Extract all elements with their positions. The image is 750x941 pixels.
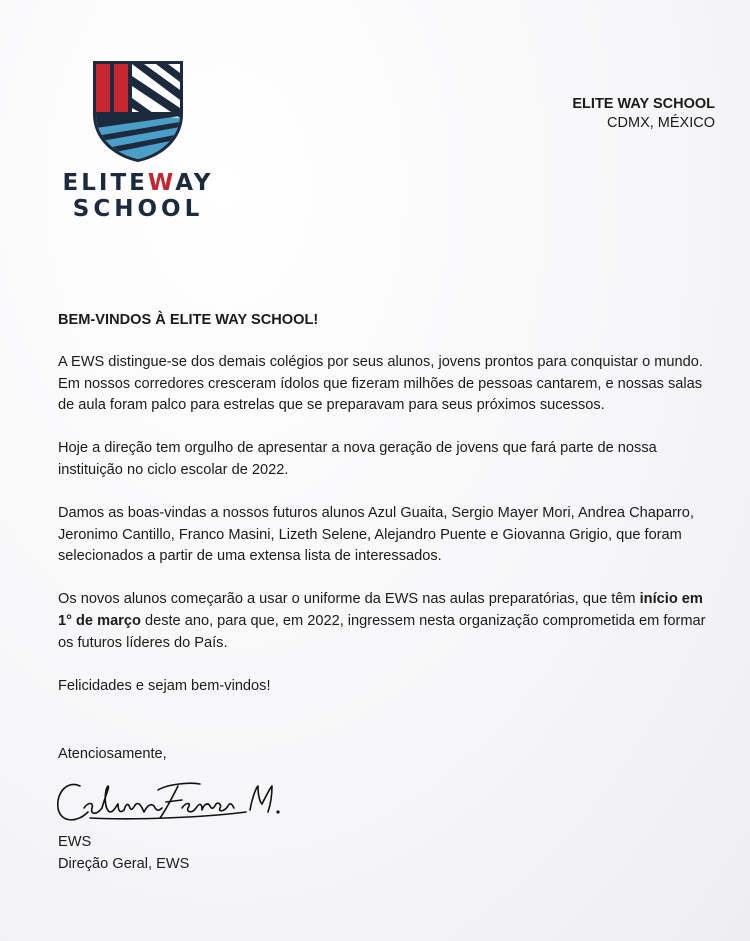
letter-paragraph-3: Damos as boas-vindas a nossos futuros alunos Azul Guaita, Sergio Mayer Mori, Andrea Chaparro, Jeronimo Cantillo, Franco Masini, Lizeth Selene, Alejandro Puente e Giovanna Grigio, que foram selecionados a partir de uma extensa lista de interessados.	[58, 504, 694, 565]
letter-paragraph-5: Felicidades e sejam bem-vindos!	[58, 677, 271, 694]
school-name: ELITE WAY SCHOOL	[572, 96, 715, 112]
letter-body	[58, 310, 718, 718]
signature-block	[58, 832, 189, 876]
logo-wordmark-line1: ELITEWAY	[62, 170, 214, 196]
letter-paragraph-4: Os novos alunos começarão a usar o uniforme da EWS nas aulas preparatórias, que têm início em 1° de março deste ano, para que, em 2022, ingressem nesta organização comprometida em formar os futuros líderes do País.	[58, 591, 706, 651]
handwritten-signature	[50, 772, 290, 832]
start-date-highlight: início em 1° de março	[58, 591, 703, 629]
signer-name: EWS	[58, 834, 92, 850]
school-header	[572, 95, 715, 133]
closing-salutation: Atenciosamente,	[58, 746, 167, 762]
school-logo	[58, 58, 218, 223]
letter-heading: BEM-VINDOS À ELITE WAY SCHOOL!	[58, 312, 319, 328]
logo-wordmark-line2: SCHOOL	[72, 196, 204, 222]
crest-icon	[90, 58, 186, 162]
signer-department: Direção Geral, EWS	[58, 855, 190, 872]
letter-paragraph-2: Hoje a direção tem orgulho de apresentar a nova geração de jovens que fará parte de nossa instituição no ciclo escolar de 2022.	[58, 440, 657, 478]
letter-paragraph-1: A EWS distingue-se dos demais colégios por seus alunos, jovens prontos para conquistar o mundo. Em nossos corredores cresceram ídolos que fizeram milhões de pessoas cantarem, e nossas salas de aula foram palco para estrelas que se preparavam para seus próximos sucessos.	[58, 353, 703, 414]
school-location: CDMX, MÉXICO	[607, 115, 715, 131]
signature-text: Celina Ferrer M.	[50, 772, 58, 773]
